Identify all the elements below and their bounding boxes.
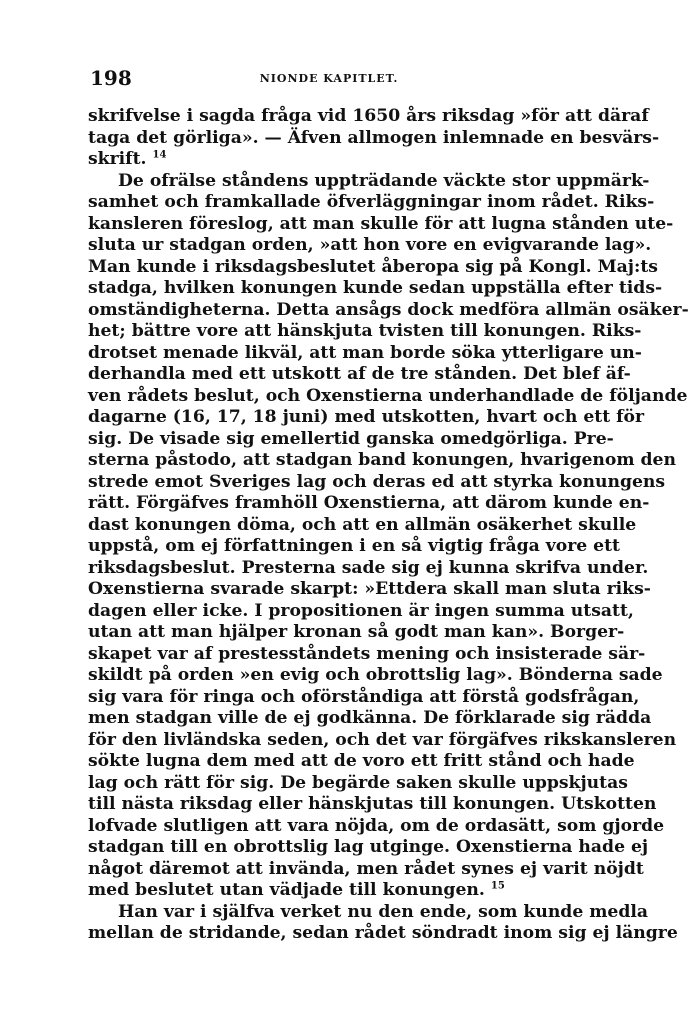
text-line xyxy=(88,299,689,322)
line-text: mellan de stridande, sedan rådet söndradt inom sig ej längre xyxy=(88,923,678,943)
running-title: NIONDE KAPITLET. xyxy=(259,72,399,85)
text-line xyxy=(88,364,631,386)
text-line xyxy=(88,622,625,644)
line-text: för den livländska seden, och det var förgäfves rikskansleren xyxy=(88,729,677,750)
line-text: sig vara för ringa och oförståndiga att förstå godsfrågan, xyxy=(88,686,640,707)
text-line xyxy=(88,493,650,515)
line-text: skildt på orden »en evig och obrottslig lag». Bönderna sade xyxy=(88,665,663,685)
text-line xyxy=(88,471,666,494)
line-text: skapet var af prestesståndets mening och insisterade sär- xyxy=(88,643,646,664)
text-line xyxy=(88,235,652,257)
text-line xyxy=(88,170,650,193)
text-line xyxy=(88,880,572,902)
text-line xyxy=(88,385,688,408)
text-line xyxy=(88,600,634,623)
line-text: men stadgan ville de ej godkänna. De förklarade sig rädda xyxy=(88,708,652,728)
text-line xyxy=(88,536,620,558)
line-text: omständigheterna. Detta ansågs dock medföra allmän osäker- xyxy=(88,299,689,320)
text-line xyxy=(88,213,674,236)
line-text: drotset menade likväl, att man borde söka ytterligare un- xyxy=(88,342,642,363)
line-text: het; bättre vore att hänskjuta tvisten till konungen. Riks- xyxy=(88,321,642,341)
line-text: De ofrälse ståndens uppträdande väckte stor uppmärk- xyxy=(118,170,650,191)
line-text: dast konungen döma, och att en allmän osäkerhet skulle xyxy=(88,514,637,535)
line-text: lag och rätt för sig. De begärde saken skulle uppskjutas xyxy=(88,772,628,793)
text-line xyxy=(88,708,652,730)
line-text: derhandla med ett utskott af de tre stånden. Det blef äf- xyxy=(88,364,631,384)
line-text: stadgan till en obrottslig lag utginge. Oxenstierna hade ej xyxy=(88,837,649,857)
line-text: sluta ur stadgan orden, »att hon vore en evigvarande lag». xyxy=(88,235,652,255)
text-line xyxy=(88,557,649,580)
text-line xyxy=(88,321,642,343)
line-text: taga det görliga». — Äfven allmogen inlemnade en besvärs- xyxy=(88,127,660,148)
text-line xyxy=(88,665,663,687)
line-text: något däremot att invända, men rådet synes ej varit nöjdt xyxy=(88,858,644,879)
text-line xyxy=(88,256,658,279)
line-text: stadga, hvilken konungen kunde sedan uppställa efter tids- xyxy=(88,278,663,298)
text-line xyxy=(88,815,665,838)
line-text: till nästa riksdag eller hänskjutas till konungen. Utskotten xyxy=(88,794,657,814)
line-text: kansleren föreslog, att man skulle för att lugna stånden ute- xyxy=(88,213,674,234)
line-text: dagarne (16, 17, 18 juni) med utskotten, hvart och ett för xyxy=(88,407,645,427)
text-line xyxy=(88,127,660,150)
text-line xyxy=(88,729,677,752)
text-line xyxy=(88,901,649,924)
line-text: lofvade slutligen att vara nöjda, om de ordasätt, som gjorde xyxy=(88,815,665,836)
line-text: riksdagsbeslut. Presterna sade sig ej kunna skrifva under. xyxy=(88,557,649,578)
text-line xyxy=(88,686,640,709)
text-line xyxy=(88,837,649,859)
line-text: uppstå, om ej författningen i en så vigtig fråga vore ett xyxy=(88,536,620,556)
line-text: skrifvelse i sagda fråga vid 1650 års riksdag »för att däraf xyxy=(88,106,649,126)
page-number: 198 xyxy=(90,66,132,90)
text-line xyxy=(88,643,646,666)
footnote-marker: 14 xyxy=(152,149,167,161)
text-line xyxy=(88,923,678,945)
line-text: samhet och framkallade öfverläggningar inom rådet. Riks- xyxy=(88,192,655,212)
line-text: ven rådets beslut, och Oxenstierna underhandlade de följande xyxy=(88,385,688,406)
text-line xyxy=(88,514,637,537)
line-text: Oxenstierna svarade skarpt: »Ettdera skall man sluta riks- xyxy=(88,579,651,599)
line-text: rätt. Förgäfves framhöll Oxenstierna, att därom kunde en- xyxy=(88,493,650,513)
line-text: Han var i själfva verket nu den ende, som kunde medla xyxy=(118,901,649,922)
text-line xyxy=(88,149,572,171)
line-text: sig. De visade sig emellertid ganska omedgörliga. Pre- xyxy=(88,428,614,449)
text-line xyxy=(88,106,649,128)
line-text: strede emot Sveriges lag och deras ed att styrka konungens xyxy=(88,471,666,492)
line-text: sterna påstodo, att stadgan band konungen, hvarigenom den xyxy=(88,450,676,470)
text-line xyxy=(88,858,644,881)
text-line xyxy=(88,407,645,429)
page-header xyxy=(88,66,570,96)
line-text: skrift. xyxy=(88,149,147,169)
text-line xyxy=(88,428,614,451)
line-text: med beslutet utan vädjade till konungen. xyxy=(88,880,485,900)
text-line xyxy=(88,192,655,214)
text-line xyxy=(88,794,657,816)
line-text: Man kunde i riksdagsbeslutet åberopa sig på Kongl. Maj:ts xyxy=(88,256,658,277)
text-line xyxy=(88,751,635,773)
text-line xyxy=(88,342,642,365)
text-line xyxy=(88,278,663,300)
text-line xyxy=(88,579,651,601)
body-text xyxy=(88,106,689,945)
line-text: utan att man hjälper kronan så godt man kan». Borger- xyxy=(88,622,625,642)
footnote-marker: 15 xyxy=(490,880,505,892)
text-line xyxy=(88,772,628,795)
line-text: dagen eller icke. I propositionen är ingen summa utsatt, xyxy=(88,600,634,621)
text-line xyxy=(88,450,676,472)
line-text: sökte lugna dem med att de voro ett fritt stånd och hade xyxy=(88,751,635,771)
